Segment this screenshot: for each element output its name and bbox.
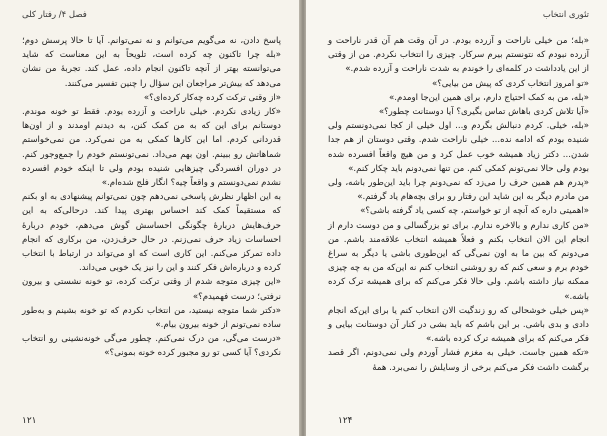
paragraph: به این اظهار نظرش پاسخی نمی‌دهم چون نمی‌توانم پیشنهادی به او بکنم که مستقیماً کمک کند احساس بهتری پیدا کند. درحالی‌که به این حرف‌هایش دربارهٔ چگونگی احساسش گوش می‌دهم، خودم دربارهٔ احساسات زیاد حرف نمی‌زنم. در حال حرف‌زدن، من برکاری که انجام داده تمرکز می‌کنم. این کاری است که او می‌تواند در ارتباط با انتخاب کرده و درباره‌اش فکر کنند و این را نیز یک خوبی می‌داند. (22, 192, 281, 274)
paragraph: «اهمیتی داره که آنچه از تو خواستم، چه کسی یاد گرفته باشی؟» (360, 206, 589, 217)
paragraph: پاسخ دادن، نه می‌گویم می‌توانم و نه نمی‌توانم. آیا تا حالا پرسش دوم؛ «بله چرا تاکنون چه کرده است، تلویحاً به این معناست که شاید می‌توانسته بهتر از آنچه تاکنون انجام داده، عمل کند. تجربهٔ من نشان می‌دهد که بیش‌تر مراجعان این سؤال را چنین تفسیر می‌کنند. (22, 36, 281, 89)
paragraph: «آیا تلاش کردی باهاش تماس بگیری؟ آیا دوستانت چطور؟» (378, 107, 589, 118)
paragraph: «بله، خیلی. کردم دنبالش بگردم و... اول خیلی از کجا نمی‌دونستم ولی شنیده بودم که ادامه نده... خیلی ناراحت شدم. وقتی دوستان از هم جدا شدن... دکتر زیاد همیشه خوب عمل کرد و من هیچ واقعاً افسرده شده بودم ولی حالا نمی‌تونم کمکی کنم. من تنها نمی‌دونم باید چکار کنم.» (328, 121, 589, 174)
page-number-right: ۱۲۴ (338, 416, 353, 426)
paragraph: «من کاری ندارم و بالاخره ندارم. برای تو بزرگسالی و من دوست دارم از انجام این الان انتخاب بکنم و فعلاً همیشه انتخاب علاقه‌مند باشم. من می‌دونم که بین ما به اون نمی‌گی که این‌طوری باشی یا دیگر به سراغ خودم برم و سعی کنم که رو روشنی انتخاب کنم نه این‌که من به چه چیزی ممکنه نیاز داشته باشم. ولی حالا فکر می‌کنم که برای همیشه ترک کرده باشه.» (328, 220, 589, 302)
paragraph: «کار زیادی نکردم. خیلی ناراحت و آزرده بودم. فقط تو خونه موندم. دوستانم برای این که به من کمک کنن، به دیدنم اومدند و از اون‌ها قدردانی کردم. اما این کارها کمکی به من نمی‌کرد. من نمی‌خواستم شماهاتش رو ببینم. اون بهم می‌داد. نمی‌تونستم خودم را جمع‌وجور کنم. در دوران افسردگی چیزهایی شنیده بودم ولی تا اینکه خودم افسرده نشدم نمی‌دونستم و واقعاً چیه؟ انگار فلج شده‌ام.» (22, 107, 281, 189)
right-page-body (328, 34, 589, 375)
paragraph: «پدرم هم همین حرف را می‌زد که نمی‌دونم چرا باید این‌طور باشه، ولی من مادرم دیگر به این شاید این رفتار رو برای بچه‌هام یاد گرفتم.» (328, 178, 589, 203)
running-header-left: فصل ۴/ رفتار کلی (22, 10, 87, 20)
paragraph: «تو امروز انتخاب کردی که پیش من بیایی؟» (431, 78, 589, 89)
paragraph: «پس خیلی خوشحالی که رو زندگیت الان انتخاب کنم یا برای این‌که انجام دادی و بدی باشی. بر این باشم که باید بشی در کنار آن دوستانت بیایی و فکر می‌کنم که برای همیشه ترک کرده باشه.» (328, 305, 589, 345)
paragraph: «دکتر شما متوجه نیستید، من انتخاب نکردم که تو خونه بشینم و به‌طور ساده نمی‌تونم از خونه بیرون بیام.» (22, 305, 281, 331)
paragraph: «درست می‌گی، من درک نمی‌کنم. چطور می‌گی خونه‌نشینی رو انتخاب نکردی؟ آیا کسی تو رو مجبور کرده خونه بمونی؟» (22, 334, 281, 359)
left-page (0, 0, 301, 436)
paragraph: «تکه همین جاست. خیلی به مغزم فشار آوردم ولی نمی‌دونم، اگر قصد برگشت داشت فکر می‌کنم برخی از وسایلش را نمی‌برد. همهٔ (328, 348, 589, 373)
paragraph: «از وقتی ترکت کرده چه‌کار کرده‌ای؟» (143, 92, 281, 103)
paragraph: «بله، من به کمک احتیاج دارم، برای همین این‌جا اومدم.» (389, 92, 589, 103)
right-page (306, 0, 607, 436)
running-header-right: تئوری انتخاب (542, 10, 589, 20)
paragraph: «بله؛ من خیلی ناراحت و آزرده بودم. در آن وقت هم آن قدر ناراحت و آزرده نبودم که نتونستم بیرم سرکار. چیزی را انتخاب نکردم. من از وقتی از این یادداشت در کلمه‌ای را خوندم به شدت ناراحت و آزرده شدم.» (328, 36, 589, 75)
page-number-left: ۱۲۱ (22, 416, 37, 426)
left-page-body (22, 34, 281, 361)
paragraph: «این چیزی متوجه شدم از وقتی ترکت کرده، تو خونه نشستی و بیرون نرفتی؛ درست فهمیدم؟» (22, 277, 281, 302)
